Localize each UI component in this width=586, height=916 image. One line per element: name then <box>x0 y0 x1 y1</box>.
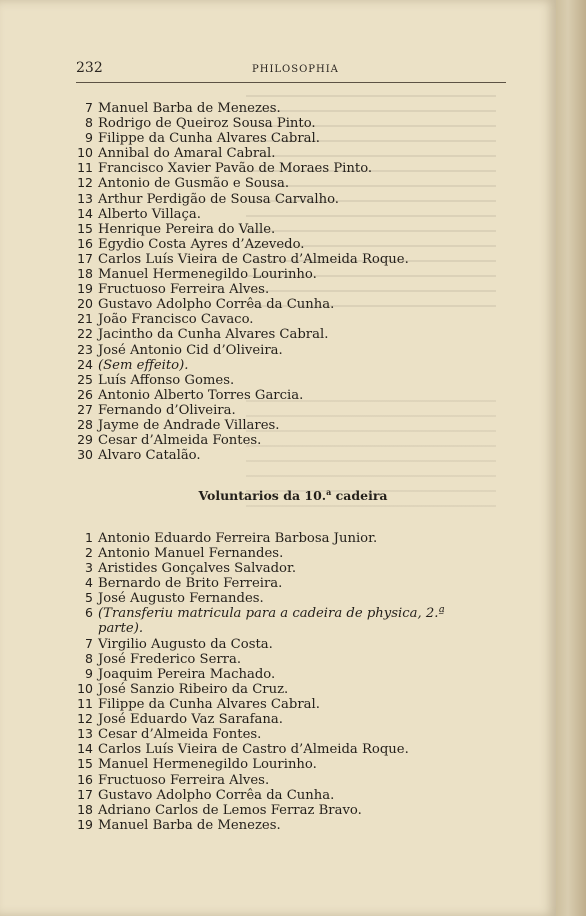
section-heading-superscript: a <box>326 487 332 497</box>
item-number: 4 <box>85 575 93 591</box>
section-heading-tail: cadeira <box>331 488 388 504</box>
item-number: 27 <box>77 401 93 417</box>
item-name: Fructuoso Ferreira Alves. <box>98 282 270 298</box>
item-number: 7 <box>85 635 93 651</box>
section-heading <box>0 487 556 503</box>
item-number: 18 <box>77 266 93 282</box>
list-item <box>66 100 409 115</box>
list-item <box>66 251 409 266</box>
item-name: Henrique Pereira do Valle. <box>98 221 276 237</box>
item-name: (Sem effeito). <box>98 357 189 373</box>
item-name: (Transferiu matricula para a cadeira de physica, 2.ª <box>98 606 445 622</box>
list-item <box>66 651 445 666</box>
item-number: 6 <box>85 605 93 621</box>
list-item <box>66 402 409 417</box>
volunteer-list <box>66 530 445 832</box>
item-name: Antonio Manuel Fernandes. <box>98 546 284 562</box>
list-item <box>66 756 445 771</box>
item-number: 19 <box>77 281 93 297</box>
item-name: Fructuoso Ferreira Alves. <box>98 772 270 788</box>
item-name: José Frederico Serra. <box>98 651 242 667</box>
list-item <box>66 711 445 726</box>
item-number: 26 <box>77 386 93 402</box>
item-name: Antonio Eduardo Ferreira Barbosa Junior. <box>98 531 378 546</box>
list-item <box>66 115 409 130</box>
item-number: 8 <box>85 115 93 131</box>
item-number: 7 <box>85 100 93 115</box>
item-number: 16 <box>77 771 93 787</box>
item-number: 10 <box>77 145 93 161</box>
item-name: Fernando d’Oliveira. <box>98 402 236 418</box>
item-name: Filippe da Cunha Alvares Cabral. <box>98 697 320 713</box>
item-name: Alberto Villaça. <box>98 206 201 222</box>
item-number: 15 <box>77 756 93 772</box>
item-name: Adriano Carlos de Lemos Ferraz Bravo. <box>98 802 362 818</box>
item-number: 11 <box>77 160 93 176</box>
item-number: 19 <box>77 816 93 832</box>
item-name: João Francisco Cavaco. <box>98 312 254 328</box>
list-item <box>66 726 445 741</box>
item-name: Gustavo Adolpho Corrêa da Cunha. <box>98 297 335 313</box>
item-number: 17 <box>77 786 93 802</box>
list-item <box>66 530 445 545</box>
item-name: Gustavo Adolpho Corrêa da Cunha. <box>98 787 335 803</box>
list-item <box>66 447 409 462</box>
item-name: Antonio Alberto Torres Garcia. <box>98 387 304 403</box>
item-number: 9 <box>85 665 93 681</box>
item-number: 5 <box>85 590 93 606</box>
list-item <box>66 696 445 711</box>
list-item <box>66 802 445 817</box>
item-name: Virgilio Augusto da Costa. <box>98 636 273 652</box>
item-name: José Augusto Fernandes. <box>98 591 264 607</box>
item-name: José Eduardo Vaz Sarafana. <box>98 712 283 728</box>
item-number: 24 <box>77 356 93 372</box>
list-item <box>66 387 409 402</box>
section-heading-text: Voluntarios da 10. <box>198 488 327 504</box>
item-name: Manuel Barba de Menezes. <box>98 101 281 116</box>
item-continuation: parte). <box>98 620 144 636</box>
item-number: 3 <box>85 560 93 576</box>
item-number: 10 <box>77 680 93 696</box>
item-name: Manuel Hermenegildo Lourinho. <box>98 757 317 773</box>
item-name: José Antonio Cid d’Oliveira. <box>98 342 283 358</box>
item-number: 20 <box>77 296 93 312</box>
item-name: Arthur Perdigão de Sousa Carvalho. <box>98 191 339 207</box>
item-name: Egydio Costa Ayres d’Azevedo. <box>98 236 305 252</box>
item-name: Jacintho da Cunha Alvares Cabral. <box>98 327 329 343</box>
list-item <box>66 236 409 251</box>
item-number: 29 <box>77 432 93 448</box>
item-number: 12 <box>77 175 93 191</box>
list-item <box>66 342 409 357</box>
list-item <box>66 545 445 560</box>
item-number: 30 <box>77 447 93 463</box>
item-number: 14 <box>77 205 93 221</box>
list-item <box>66 191 409 206</box>
item-name: Luís Affonso Gomes. <box>98 372 235 388</box>
item-number: 11 <box>77 696 93 712</box>
item-number: 21 <box>77 311 93 327</box>
list-item <box>66 160 409 175</box>
item-number: 13 <box>77 726 93 742</box>
item-name: Jayme de Andrade Villares. <box>98 417 280 433</box>
running-head <box>76 58 504 82</box>
item-number: 17 <box>77 250 93 266</box>
list-item <box>66 787 445 802</box>
list-item <box>66 372 409 387</box>
page-edge <box>556 0 586 916</box>
item-number: 2 <box>85 545 93 561</box>
list-item <box>66 432 409 447</box>
running-title: PHILOSOPHIA <box>252 64 339 75</box>
list-item <box>66 636 445 651</box>
item-name: Cesar d’Almeida Fontes. <box>98 727 262 743</box>
list-item <box>66 417 409 432</box>
item-number: 15 <box>77 220 93 236</box>
list-item <box>66 266 409 281</box>
item-name: Alvaro Catalão. <box>98 448 201 464</box>
item-number: 16 <box>77 235 93 251</box>
list-item <box>66 605 445 620</box>
item-number: 18 <box>77 801 93 817</box>
item-number: 8 <box>85 650 93 666</box>
list-item <box>66 772 445 787</box>
item-number: 22 <box>77 326 93 342</box>
item-name: Filippe da Cunha Alvares Cabral. <box>98 131 320 147</box>
list-item <box>66 175 409 190</box>
list-item <box>66 681 445 696</box>
list-item <box>66 590 445 605</box>
list-item <box>66 311 409 326</box>
item-number: 23 <box>77 341 93 357</box>
item-name: Carlos Luís Vieira de Castro d’Almeida Roque. <box>98 742 409 758</box>
student-list-continued <box>66 100 409 462</box>
list-item <box>66 296 409 311</box>
list-item <box>66 817 445 832</box>
item-name: Francisco Xavier Pavão de Moraes Pinto. <box>98 161 373 177</box>
item-name: Rodrigo de Queiroz Sousa Pinto. <box>98 116 316 132</box>
item-number: 9 <box>85 130 93 146</box>
item-number: 14 <box>77 741 93 757</box>
list-item <box>66 281 409 296</box>
item-name: Cesar d’Almeida Fontes. <box>98 433 262 449</box>
item-number: 13 <box>77 190 93 206</box>
list-item <box>66 560 445 575</box>
item-name: Antonio de Gusmão e Sousa. <box>98 176 290 192</box>
list-item <box>66 326 409 341</box>
list-item <box>66 741 445 756</box>
item-name: Manuel Hermenegildo Lourinho. <box>98 267 317 283</box>
item-name: Bernardo de Brito Ferreira. <box>98 576 283 592</box>
item-number: 25 <box>77 371 93 387</box>
list-item <box>66 357 409 372</box>
item-name: Manuel Barba de Menezes. <box>98 817 281 833</box>
item-name: Aristides Gonçalves Salvador. <box>98 561 297 577</box>
header-rule <box>76 82 506 83</box>
list-item <box>66 221 409 236</box>
list-item <box>66 666 445 681</box>
list-item <box>66 206 409 221</box>
list-item <box>66 575 445 590</box>
item-name: Annibal do Amaral Cabral. <box>98 146 276 162</box>
item-number: 1 <box>85 530 93 545</box>
page-number: 232 <box>76 60 103 76</box>
item-number: 28 <box>77 416 93 432</box>
item-name: Carlos Luís Vieira de Castro d’Almeida Roque. <box>98 251 409 267</box>
item-name: Joaquim Pereira Machado. <box>98 666 276 682</box>
list-item <box>66 145 409 160</box>
item-number: 12 <box>77 711 93 727</box>
list-item <box>66 130 409 145</box>
item-name: José Sanzio Ribeiro da Cruz. <box>98 681 289 697</box>
